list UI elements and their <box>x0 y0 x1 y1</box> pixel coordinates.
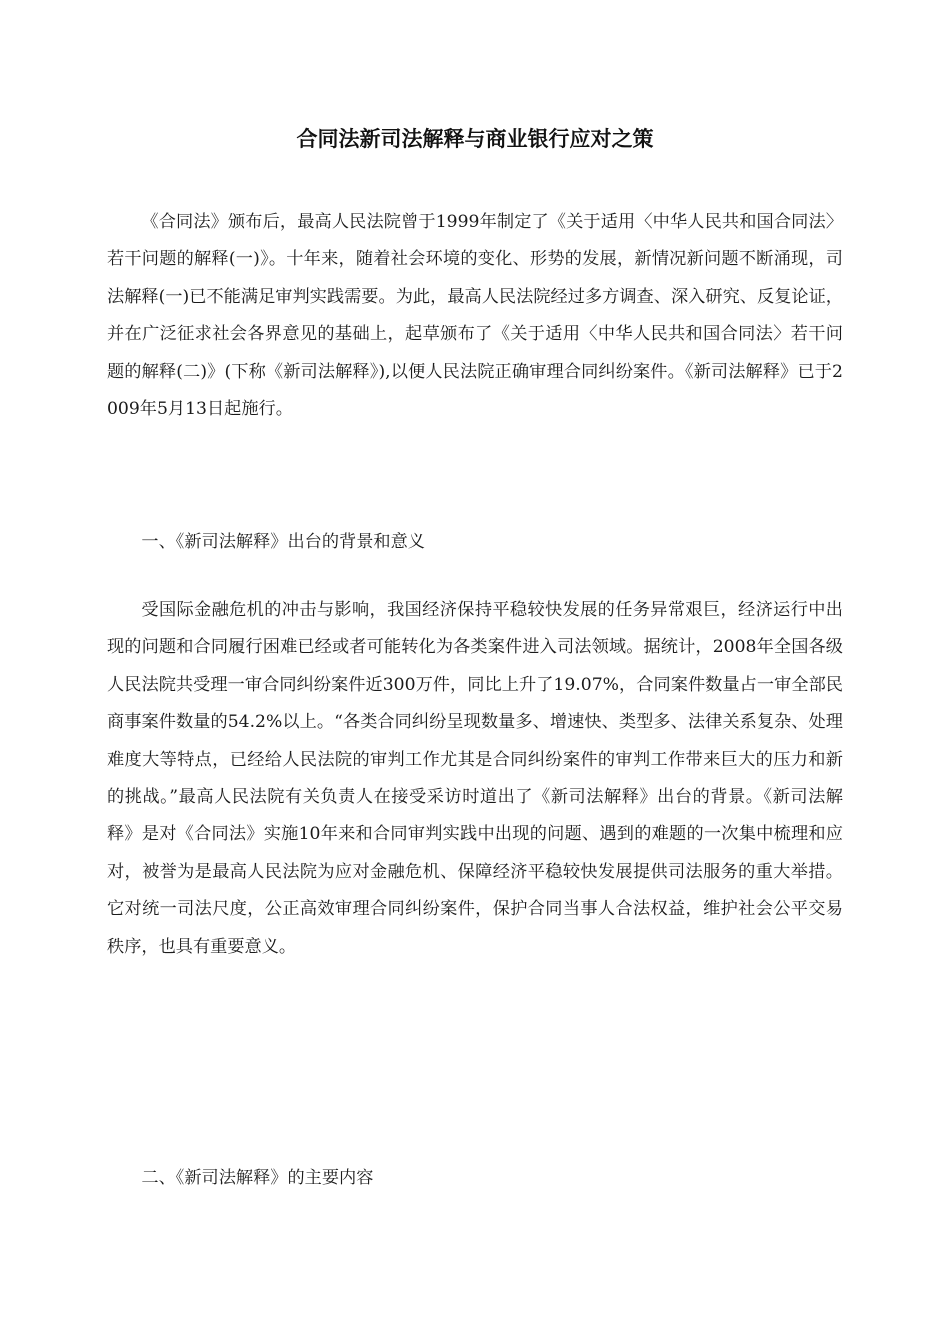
background-paragraph: 受国际金融危机的冲击与影响，我国经济保持平稳较快发展的任务异常艰巨，经济运行中出现的问题和合同履行困难已经或者可能转化为各类案件进入司法领域。据统计，2008年全国各级人民法院共受理一审合同纠纷案件近300万件，同比上升了19.07%，合同案件数量占一审全部民商事案件数量的54.2%以上。“各类合同纠纷呈现数量多、增速快、类型多、法律关系复杂、处理难度大等特点，已经给人民法院的审判工作尤其是合同纠纷案件的审判工作带来巨大的压力和新的挑战。”最高人民法院有关负责人在接受采访时道出了《新司法解释》出台的背景。《新司法解释》是对《合同法》实施10年来和合同审判实践中出现的问题、遇到的难题的一次集中梳理和应对，被誉为是最高人民法院为应对金融危机、保障经济平稳较快发展提供司法服务的重大举措。它对统一司法尺度，公正高效审理合同纠纷案件，保护合同当事人合法权益，维护社会公平交易秩序，也具有重要意义。 <box>107 600 843 957</box>
section-heading-2: 二、《新司法解释》的主要内容 <box>141 1168 374 1188</box>
document-title: 合同法新司法解释与商业银行应对之策 <box>296 127 654 151</box>
intro-paragraph: 《合同法》颁布后，最高人民法院曾于1999年制定了《关于适用〈中华人民共和国合同法〉若干问题的解释(一)》。十年来，随着社会环境的变化、形势的发展，新情况新问题不断涌现，司法解释(一)已不能满足审判实践需要。为此，最高人民法院经过多方调查、深入研究、反复论证，并在广泛征求社会各界意见的基础上，起草颁布了《关于适用〈中华人民共和国合同法〉若干问题的解释(二)》(下称《新司法解释》),以便人民法院正确审理合同纠纷案件。《新司法解释》已于2009年5月13日起施行。 <box>107 212 843 420</box>
section-heading-1: 一、《新司法解释》出台的背景和意义 <box>141 532 425 552</box>
